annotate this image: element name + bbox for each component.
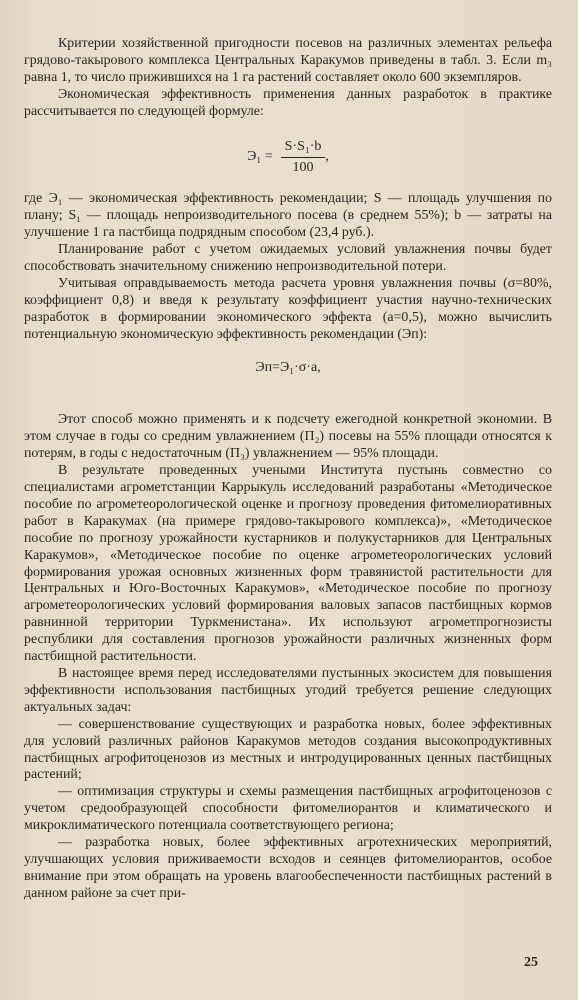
formula-lhs: Э₁ = [247,149,273,165]
paragraph-current-tasks: В настоящее время перед исследователями пустынных экосистем для повышения эффективности использования пастбищных угодий требуется решение следующих актуальных задач: [24,666,552,715]
formula-fraction [281,139,326,178]
page-number: 25 [524,955,538,970]
paragraph-annual-savings: Этот способ можно применять и к подсчету ежегодной конкретной экономии. В этом случае в годы со средним увлажнением (П₂) посевы на 55% площади относятся к потерям, в годы с недостаточным (П₃) увлажнением — 95% площади. [24,412,552,462]
paragraph-formula-legend: где Э₁ — экономическая эффективность рекомендации; S — площадь улучшения по плану; S₁ — площадь непроизводительного посева (в среднем 55%); b — затраты на улучшение 1 га пастбища подрядным способом (23,4 руб.). [24,191,552,241]
body-text [24,36,552,903]
formula-economic-efficiency [24,139,552,178]
paragraph-criteria: Критерии хозяйственной пригодности посевов на различных элементах рельефа грядово-такырового комплекса Центральных Каракумов приведены в табл. 3. Если m₃ равна 1, то число прижившихся на 1 га растений составляет около 600 экземпляров. [24,36,552,85]
list-item-task-3: — разработка новых, более эффективных агротехнических мероприятий, улучшающих условия приживаемости всходов и сеянцев фитомелиорантов, особое внимание при этом обращать на уровень влагообеспеченности пастбищных растений в данном районе за счет при- [24,835,552,901]
formula-end: , [325,149,329,165]
formula-numerator: S·S₁·b [281,139,326,159]
formula-denominator: 100 [292,160,314,176]
list-item-task-2: — оптимизация структуры и схемы размещения пастбищных агрофитоценозов с учетом средообразующей способности фитомелиорантов и климатического и микроклиматического потенциала соответствующего региона; [24,784,552,834]
paragraph-planning: Планирование работ с учетом ожидаемых условий увлажнения почвы будет способствовать значительному снижению непроизводительной потери. [24,242,552,274]
paragraph-efficiency-intro: Экономическая эффективность применения данных разработок в практике рассчитывается по следующей формуле: [24,86,552,119]
paragraph-manuals: В результате проведенных учеными Института пустынь совместно со специалистами агрометстанции Каррыкуль исследований разработаны «Методическое пособие по агрометеорологической оценке и прогнозу проведения фитомелиоративных работ в Каракумах (на примере грядово-такырового комплекса)», «Методическое пособие по прогнозу урожайности кустарников и полукустарников для Центральных Каракумов», «Методическое пособие по оценке агрометеорологических условий формирования урожая основных жизненных форм травянистой растительности для Центральных и Юго-Восточных Каракумов», «Методическое пособие по прогнозу агрометеорологических условий формирования валовых запасов пастбищных кормов равнинной территории Туркменистана». Их используют агрометпрогнозисты республики для составления прогнозов урожайности различных жизненных форм пастбищной растительности. [24,463,552,665]
formula-potential-efficiency: Эп=Э₁·σ·a, [255,359,321,375]
list-item-task-1: — совершенствование существующих и разработка новых, более эффективных для условий различных районов Каракумов методов создания высокопродуктивных пастбищных агрофитоценозов из местных и интродуцированных ценных пастбищных растений; [24,716,552,783]
paragraph-potential-efficiency: Учитывая оправдываемость метода расчета уровня увлажнения почвы (σ=80%, коэффициент 0,8) и введя к результату коэффициент участия научно-технических разработок в формировании экономического эффекта (a=0,5), можно вычислить потенциальную экономическую эффективность рекомендации (Эп): [24,275,552,342]
